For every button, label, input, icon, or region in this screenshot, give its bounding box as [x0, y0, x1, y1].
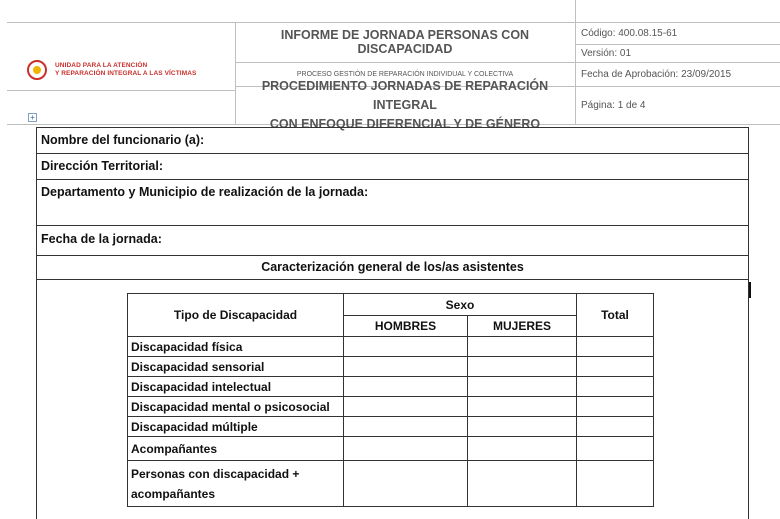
document-header — [7, 0, 780, 131]
department-field[interactable] — [36, 179, 749, 225]
header-rule — [7, 90, 235, 91]
row-label: Discapacidad sensorial — [128, 357, 344, 377]
procedure-line-2: CON ENFOQUE DIFERENCIAL Y DE GÉNERO — [269, 116, 541, 131]
report-title: INFORME DE JORNADA PERSONAS CON DISCAPACIDAD — [280, 28, 530, 56]
row-label-multiline — [128, 461, 344, 507]
men-cell[interactable] — [344, 417, 468, 437]
total-cell[interactable] — [577, 397, 654, 417]
row-label: Discapacidad intelectual — [128, 377, 344, 397]
official-name-label: Nombre del funcionario (a): — [41, 133, 205, 147]
men-cell[interactable] — [344, 377, 468, 397]
women-cell[interactable] — [468, 377, 577, 397]
row-label: Discapacidad mental o psicosocial — [128, 397, 344, 417]
men-cell[interactable] — [344, 461, 468, 507]
row-label-line-1: Personas con discapacidad + — [131, 466, 300, 481]
women-cell[interactable] — [468, 417, 577, 437]
seal-icon — [27, 60, 47, 80]
section-caption — [36, 255, 749, 279]
men-cell[interactable] — [344, 337, 468, 357]
table-row — [128, 461, 654, 507]
table-row — [128, 357, 654, 377]
table-row — [128, 397, 654, 417]
row-label: Acompañantes — [128, 437, 344, 461]
disability-table — [127, 293, 654, 507]
row-label: Discapacidad múltiple — [128, 417, 344, 437]
men-cell[interactable] — [344, 397, 468, 417]
total-cell[interactable] — [577, 461, 654, 507]
territorial-field[interactable] — [36, 153, 749, 179]
total-cell[interactable] — [577, 417, 654, 437]
women-cell[interactable] — [468, 437, 577, 461]
women-cell[interactable] — [468, 337, 577, 357]
department-label: Departamento y Municipio de realización de la jornada: — [41, 185, 369, 199]
section-caption-text: Caracterización general de los/as asistentes — [261, 260, 524, 274]
total-cell[interactable] — [577, 337, 654, 357]
date-label: Fecha de la jornada: — [41, 232, 162, 246]
document-version: Versión: 01 — [581, 47, 632, 59]
table-row — [128, 337, 654, 357]
text-cursor — [749, 282, 751, 298]
process-name: PROCESO GESTIÓN DE REPARACIÓN INDIVIDUAL Y COLECTIVA — [296, 70, 514, 78]
logo-line-2: Y REPARACIÓN INTEGRAL A LAS VÍCTIMAS — [55, 70, 197, 77]
total-cell[interactable] — [577, 437, 654, 461]
row-label-line-2: acompañantes — [131, 486, 216, 501]
approval-date: Fecha de Aprobación: 23/09/2015 — [581, 68, 732, 80]
col-header-women: MUJERES — [468, 316, 577, 337]
col-header-total: Total — [577, 294, 654, 337]
logo-line-1: UNIDAD PARA LA ATENCIÓN — [55, 62, 148, 69]
document-code: Código: 400.08.15-61 — [581, 27, 678, 39]
men-cell[interactable] — [344, 437, 468, 461]
col-header-type: Tipo de Discapacidad — [128, 294, 344, 337]
official-name-field[interactable] — [36, 127, 749, 153]
col-header-men: HOMBRES — [344, 316, 468, 337]
women-cell[interactable] — [468, 357, 577, 377]
institution-logo — [27, 60, 196, 80]
total-cell[interactable] — [577, 377, 654, 397]
table-move-handle-icon[interactable]: + — [28, 113, 37, 122]
procedure-name — [235, 78, 575, 131]
table-row — [128, 377, 654, 397]
row-label: Discapacidad física — [128, 337, 344, 357]
page-number: Página: 1 de 4 — [581, 99, 646, 111]
women-cell[interactable] — [468, 397, 577, 417]
total-cell[interactable] — [577, 357, 654, 377]
procedure-line-1: PROCEDIMIENTO JORNADAS DE REPARACIÓN INTEGRAL — [261, 78, 549, 112]
women-cell[interactable] — [468, 461, 577, 507]
territorial-label: Dirección Territorial: — [41, 159, 164, 173]
table-row — [128, 437, 654, 461]
col-header-sex: Sexo — [344, 294, 577, 316]
men-cell[interactable] — [344, 357, 468, 377]
table-row — [128, 417, 654, 437]
date-field[interactable] — [36, 225, 749, 255]
